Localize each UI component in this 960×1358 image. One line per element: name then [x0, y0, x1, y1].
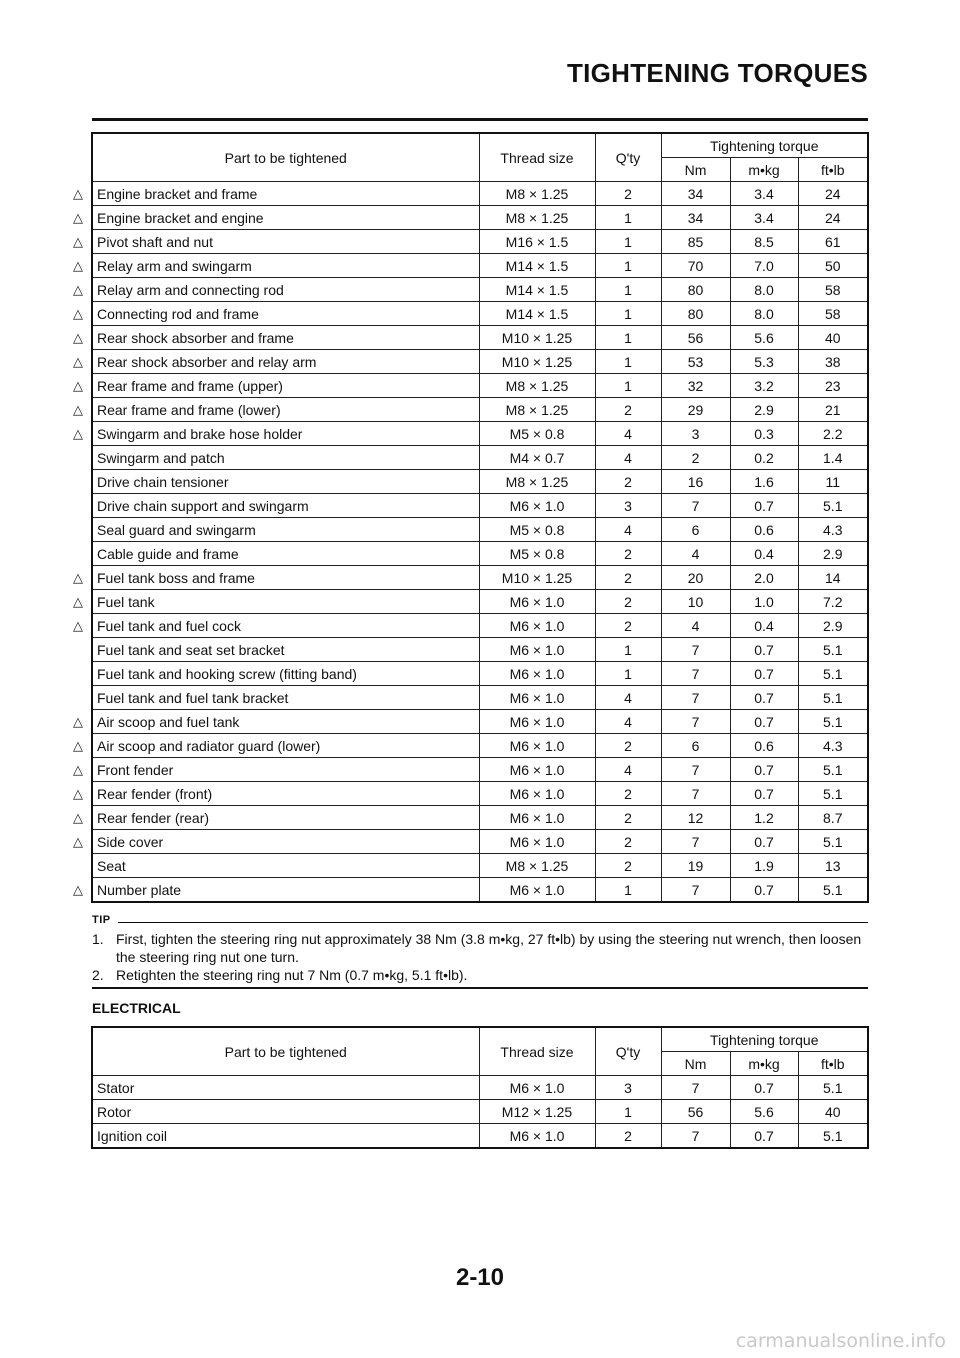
cell-nm: 32 [661, 374, 730, 398]
cell-part: Fuel tank boss and frame [92, 566, 479, 590]
cell-part: Rear shock absorber and relay arm [92, 350, 479, 374]
table-row [92, 542, 868, 566]
cell-ftlb: 4.3 [798, 518, 868, 542]
cell-nm: 7 [661, 710, 730, 734]
cell-mkg: 3.2 [730, 374, 798, 398]
table-row [92, 830, 868, 854]
triangle-mark-icon: △ [73, 353, 83, 369]
cell-part: Swingarm and patch [92, 446, 479, 470]
triangle-mark-icon: △ [73, 257, 83, 273]
cell-mkg: 0.7 [730, 878, 798, 903]
triangle-mark-icon: △ [73, 881, 83, 897]
table-row [92, 398, 868, 422]
triangle-mark-icon: △ [73, 713, 83, 729]
cell-ftlb: 5.1 [798, 662, 868, 686]
cell-nm: 53 [661, 350, 730, 374]
table-row [92, 686, 868, 710]
cell-part: Connecting rod and frame [92, 302, 479, 326]
table-row [92, 350, 868, 374]
cell-nm: 56 [661, 326, 730, 350]
cell-ftlb: 5.1 [798, 878, 868, 903]
cell-mkg: 0.7 [730, 758, 798, 782]
cell-thread: M10 × 1.25 [479, 326, 595, 350]
cell-part: Side cover [92, 830, 479, 854]
cell-part: Stator [92, 1076, 479, 1100]
cell-qty: 1 [595, 326, 661, 350]
cell-mkg: 8.0 [730, 278, 798, 302]
table-row [92, 1100, 868, 1124]
col-header-part: Part to be tightened [92, 133, 479, 182]
cell-part: Rear frame and frame (lower) [92, 398, 479, 422]
triangle-mark-icon: △ [73, 329, 83, 345]
table-row [92, 806, 868, 830]
cell-thread: M6 × 1.0 [479, 758, 595, 782]
cell-mkg: 3.4 [730, 206, 798, 230]
cell-nm: 7 [661, 686, 730, 710]
cell-mkg: 0.7 [730, 830, 798, 854]
cell-thread: M8 × 1.25 [479, 374, 595, 398]
cell-qty: 2 [595, 614, 661, 638]
cell-nm: 4 [661, 542, 730, 566]
cell-part: Front fender [92, 758, 479, 782]
cell-thread: M14 × 1.5 [479, 302, 595, 326]
cell-nm: 7 [661, 494, 730, 518]
triangle-mark-icon: △ [73, 305, 83, 321]
cell-ftlb: 40 [798, 1100, 868, 1124]
cell-qty: 4 [595, 758, 661, 782]
cell-part: Fuel tank and fuel cock [92, 614, 479, 638]
triangle-mark-icon: △ [73, 809, 83, 825]
cell-thread: M6 × 1.0 [479, 494, 595, 518]
cell-thread: M4 × 0.7 [479, 446, 595, 470]
cell-nm: 7 [661, 830, 730, 854]
cell-thread: M6 × 1.0 [479, 1124, 595, 1149]
col-header-ftlb: ft•lb [798, 1052, 868, 1076]
cell-qty: 1 [595, 206, 661, 230]
cell-mkg: 2.0 [730, 566, 798, 590]
cell-nm: 56 [661, 1100, 730, 1124]
cell-part: Relay arm and connecting rod [92, 278, 479, 302]
cell-thread: M16 × 1.5 [479, 230, 595, 254]
cell-thread: M8 × 1.25 [479, 854, 595, 878]
cell-mkg: 0.6 [730, 734, 798, 758]
cell-qty: 2 [595, 806, 661, 830]
cell-part: Pivot shaft and nut [92, 230, 479, 254]
col-header-nm: Nm [661, 158, 730, 182]
cell-mkg: 8.5 [730, 230, 798, 254]
cell-ftlb: 4.3 [798, 734, 868, 758]
cell-mkg: 0.4 [730, 614, 798, 638]
cell-nm: 7 [661, 638, 730, 662]
cell-qty: 4 [595, 446, 661, 470]
cell-qty: 1 [595, 254, 661, 278]
col-header-part: Part to be tightened [92, 1027, 479, 1076]
col-header-thread: Thread size [479, 133, 595, 182]
cell-nm: 80 [661, 302, 730, 326]
cell-thread: M8 × 1.25 [479, 182, 595, 206]
cell-qty: 2 [595, 734, 661, 758]
col-header-nm: Nm [661, 1052, 730, 1076]
cell-part: Swingarm and brake hose holder [92, 422, 479, 446]
col-header-torque: Tightening torque [661, 1027, 868, 1052]
table-row [92, 1076, 868, 1100]
cell-thread: M10 × 1.25 [479, 566, 595, 590]
cell-thread: M14 × 1.5 [479, 278, 595, 302]
cell-part: Fuel tank [92, 590, 479, 614]
table-row [92, 374, 868, 398]
cell-thread: M10 × 1.25 [479, 350, 595, 374]
tip-item-text: First, tighten the steering ring nut approximately 38 Nm (3.8 m•kg, 27 ft•lb) by using the steering nut wrench, then loosen the steering ring nut one turn. [116, 931, 862, 965]
col-header-mkg: m•kg [730, 1052, 798, 1076]
table-row [92, 566, 868, 590]
table-row [92, 278, 868, 302]
cell-qty: 2 [595, 590, 661, 614]
cell-part: Rear frame and frame (upper) [92, 374, 479, 398]
cell-qty: 2 [595, 1124, 661, 1149]
cell-mkg: 1.2 [730, 806, 798, 830]
table-row [92, 854, 868, 878]
cell-thread: M5 × 0.8 [479, 422, 595, 446]
table-row [92, 254, 868, 278]
cell-part: Drive chain support and swingarm [92, 494, 479, 518]
cell-qty: 3 [595, 1076, 661, 1100]
cell-ftlb: 40 [798, 326, 868, 350]
cell-ftlb: 5.1 [798, 1076, 868, 1100]
cell-thread: M6 × 1.0 [479, 662, 595, 686]
tip-item-text: Retighten the steering ring nut 7 Nm (0.7 m•kg, 5.1 ft•lb). [116, 967, 468, 983]
cell-part: Rear fender (rear) [92, 806, 479, 830]
table-row [92, 206, 868, 230]
cell-nm: 16 [661, 470, 730, 494]
cell-thread: M6 × 1.0 [479, 782, 595, 806]
cell-thread: M14 × 1.5 [479, 254, 595, 278]
cell-mkg: 7.0 [730, 254, 798, 278]
cell-nm: 7 [661, 662, 730, 686]
col-header-thread: Thread size [479, 1027, 595, 1076]
cell-nm: 6 [661, 518, 730, 542]
cell-thread: M6 × 1.0 [479, 638, 595, 662]
triangle-mark-icon: △ [73, 569, 83, 585]
tip-list [92, 930, 868, 984]
cell-part: Cable guide and frame [92, 542, 479, 566]
table-row [92, 782, 868, 806]
cell-thread: M8 × 1.25 [479, 470, 595, 494]
chassis-torque-table [91, 132, 869, 903]
tip-bottom-rule [92, 987, 868, 989]
cell-qty: 1 [595, 230, 661, 254]
cell-mkg: 0.7 [730, 710, 798, 734]
tip-label: TIP [92, 914, 111, 926]
cell-nm: 7 [661, 878, 730, 903]
cell-mkg: 1.6 [730, 470, 798, 494]
cell-mkg: 5.6 [730, 326, 798, 350]
cell-mkg: 0.7 [730, 662, 798, 686]
cell-qty: 1 [595, 302, 661, 326]
table-row [92, 182, 868, 206]
cell-mkg: 0.7 [730, 494, 798, 518]
cell-part: Relay arm and swingarm [92, 254, 479, 278]
cell-ftlb: 21 [798, 398, 868, 422]
table-row [92, 518, 868, 542]
cell-ftlb: 61 [798, 230, 868, 254]
page-number: 2-10 [455, 1264, 505, 1291]
cell-thread: M6 × 1.0 [479, 878, 595, 903]
cell-nm: 10 [661, 590, 730, 614]
cell-qty: 4 [595, 422, 661, 446]
cell-thread: M6 × 1.0 [479, 710, 595, 734]
tip-item [92, 930, 868, 966]
cell-ftlb: 38 [798, 350, 868, 374]
cell-ftlb: 13 [798, 854, 868, 878]
cell-mkg: 0.7 [730, 638, 798, 662]
cell-ftlb: 2.2 [798, 422, 868, 446]
cell-qty: 1 [595, 374, 661, 398]
cell-qty: 2 [595, 542, 661, 566]
cell-ftlb: 58 [798, 302, 868, 326]
cell-ftlb: 23 [798, 374, 868, 398]
cell-mkg: 0.4 [730, 542, 798, 566]
cell-nm: 7 [661, 1076, 730, 1100]
cell-ftlb: 58 [798, 278, 868, 302]
cell-qty: 2 [595, 782, 661, 806]
cell-qty: 1 [595, 662, 661, 686]
cell-part: Air scoop and radiator guard (lower) [92, 734, 479, 758]
cell-ftlb: 24 [798, 206, 868, 230]
cell-mkg: 0.7 [730, 1124, 798, 1149]
table-row [92, 302, 868, 326]
table-row [92, 326, 868, 350]
cell-part: Engine bracket and engine [92, 206, 479, 230]
section-heading-electrical: ELECTRICAL [92, 1000, 181, 1016]
cell-nm: 7 [661, 782, 730, 806]
table-row [92, 662, 868, 686]
table-row [92, 710, 868, 734]
cell-mkg: 0.7 [730, 686, 798, 710]
triangle-mark-icon: △ [73, 737, 83, 753]
cell-ftlb: 5.1 [798, 782, 868, 806]
cell-part: Rotor [92, 1100, 479, 1124]
triangle-mark-icon: △ [73, 425, 83, 441]
triangle-mark-icon: △ [73, 761, 83, 777]
cell-part: Seal guard and swingarm [92, 518, 479, 542]
tip-item-number: 2. [92, 967, 104, 983]
col-header-qty: Q'ty [595, 133, 661, 182]
cell-nm: 3 [661, 422, 730, 446]
chassis-table-body [92, 182, 868, 903]
cell-mkg: 0.7 [730, 782, 798, 806]
cell-nm: 34 [661, 182, 730, 206]
cell-ftlb: 1.4 [798, 446, 868, 470]
cell-mkg: 2.9 [730, 398, 798, 422]
col-header-ftlb: ft•lb [798, 158, 868, 182]
cell-part: Fuel tank and fuel tank bracket [92, 686, 479, 710]
cell-thread: M6 × 1.0 [479, 614, 595, 638]
table-row [92, 758, 868, 782]
cell-nm: 6 [661, 734, 730, 758]
cell-thread: M6 × 1.0 [479, 590, 595, 614]
cell-ftlb: 5.1 [798, 638, 868, 662]
cell-mkg: 0.6 [730, 518, 798, 542]
cell-qty: 1 [595, 278, 661, 302]
cell-part: Drive chain tensioner [92, 470, 479, 494]
cell-mkg: 8.0 [730, 302, 798, 326]
triangle-mark-icon: △ [73, 209, 83, 225]
cell-mkg: 5.3 [730, 350, 798, 374]
cell-qty: 1 [595, 350, 661, 374]
cell-nm: 7 [661, 758, 730, 782]
table-row [92, 494, 868, 518]
cell-qty: 4 [595, 686, 661, 710]
cell-thread: M6 × 1.0 [479, 734, 595, 758]
cell-mkg: 1.0 [730, 590, 798, 614]
cell-qty: 1 [595, 878, 661, 903]
cell-nm: 29 [661, 398, 730, 422]
cell-qty: 2 [595, 470, 661, 494]
cell-ftlb: 2.9 [798, 614, 868, 638]
cell-qty: 2 [595, 398, 661, 422]
cell-part: Ignition coil [92, 1124, 479, 1149]
cell-nm: 85 [661, 230, 730, 254]
cell-nm: 80 [661, 278, 730, 302]
cell-mkg: 1.9 [730, 854, 798, 878]
table-row [92, 614, 868, 638]
cell-ftlb: 5.1 [798, 830, 868, 854]
triangle-mark-icon: △ [73, 785, 83, 801]
cell-nm: 19 [661, 854, 730, 878]
table-row [92, 878, 868, 903]
cell-qty: 1 [595, 638, 661, 662]
triangle-mark-icon: △ [73, 593, 83, 609]
watermark: carmanualsonline.info [735, 1330, 946, 1352]
cell-nm: 70 [661, 254, 730, 278]
triangle-mark-icon: △ [73, 377, 83, 393]
cell-thread: M6 × 1.0 [479, 1076, 595, 1100]
cell-nm: 7 [661, 1124, 730, 1149]
tip-rule [118, 922, 868, 923]
tip-item-number: 1. [92, 931, 104, 947]
cell-thread: M5 × 0.8 [479, 518, 595, 542]
cell-ftlb: 50 [798, 254, 868, 278]
cell-mkg: 0.2 [730, 446, 798, 470]
cell-part: Engine bracket and frame [92, 182, 479, 206]
title-rule [92, 118, 868, 121]
cell-thread: M6 × 1.0 [479, 830, 595, 854]
electrical-table-body [92, 1076, 868, 1149]
triangle-mark-icon: △ [73, 833, 83, 849]
cell-mkg: 0.3 [730, 422, 798, 446]
cell-part: Air scoop and fuel tank [92, 710, 479, 734]
cell-ftlb: 5.1 [798, 1124, 868, 1149]
cell-part: Seat [92, 854, 479, 878]
cell-part: Number plate [92, 878, 479, 903]
cell-qty: 4 [595, 518, 661, 542]
cell-part: Rear shock absorber and frame [92, 326, 479, 350]
cell-nm: 12 [661, 806, 730, 830]
triangle-mark-icon: △ [73, 617, 83, 633]
table-row [92, 422, 868, 446]
triangle-mark-icon: △ [73, 281, 83, 297]
table-row [92, 446, 868, 470]
cell-thread: M6 × 1.0 [479, 806, 595, 830]
electrical-torque-table [91, 1026, 869, 1149]
cell-part: Fuel tank and hooking screw (fitting band) [92, 662, 479, 686]
cell-ftlb: 7.2 [798, 590, 868, 614]
table-row [92, 1124, 868, 1149]
cell-ftlb: 14 [798, 566, 868, 590]
cell-ftlb: 5.1 [798, 686, 868, 710]
cell-qty: 1 [595, 1100, 661, 1124]
cell-qty: 2 [595, 182, 661, 206]
table-row [92, 638, 868, 662]
cell-nm: 20 [661, 566, 730, 590]
cell-qty: 2 [595, 830, 661, 854]
cell-thread: M12 × 1.25 [479, 1100, 595, 1124]
cell-ftlb: 5.1 [798, 710, 868, 734]
table-row [92, 590, 868, 614]
cell-mkg: 3.4 [730, 182, 798, 206]
tip-item [92, 966, 868, 984]
cell-qty: 4 [595, 710, 661, 734]
cell-nm: 34 [661, 206, 730, 230]
table-row [92, 230, 868, 254]
table-row [92, 470, 868, 494]
triangle-mark-icon: △ [73, 401, 83, 417]
triangle-mark-icon: △ [73, 233, 83, 249]
triangle-mark-icon: △ [73, 185, 83, 201]
cell-ftlb: 24 [798, 182, 868, 206]
cell-part: Fuel tank and seat set bracket [92, 638, 479, 662]
cell-ftlb: 2.9 [798, 542, 868, 566]
cell-thread: M6 × 1.0 [479, 686, 595, 710]
page-title: TIGHTENING TORQUES [566, 58, 868, 88]
cell-thread: M8 × 1.25 [479, 398, 595, 422]
cell-nm: 4 [661, 614, 730, 638]
col-header-qty: Q'ty [595, 1027, 661, 1076]
cell-qty: 2 [595, 566, 661, 590]
cell-ftlb: 5.1 [798, 758, 868, 782]
cell-mkg: 5.6 [730, 1100, 798, 1124]
cell-nm: 2 [661, 446, 730, 470]
cell-ftlb: 5.1 [798, 494, 868, 518]
cell-thread: M5 × 0.8 [479, 542, 595, 566]
cell-qty: 2 [595, 854, 661, 878]
cell-part: Rear fender (front) [92, 782, 479, 806]
col-header-torque: Tightening torque [661, 133, 868, 158]
cell-thread: M8 × 1.25 [479, 206, 595, 230]
table-row [92, 734, 868, 758]
cell-ftlb: 8.7 [798, 806, 868, 830]
cell-qty: 3 [595, 494, 661, 518]
cell-mkg: 0.7 [730, 1076, 798, 1100]
cell-ftlb: 11 [798, 470, 868, 494]
col-header-mkg: m•kg [730, 158, 798, 182]
